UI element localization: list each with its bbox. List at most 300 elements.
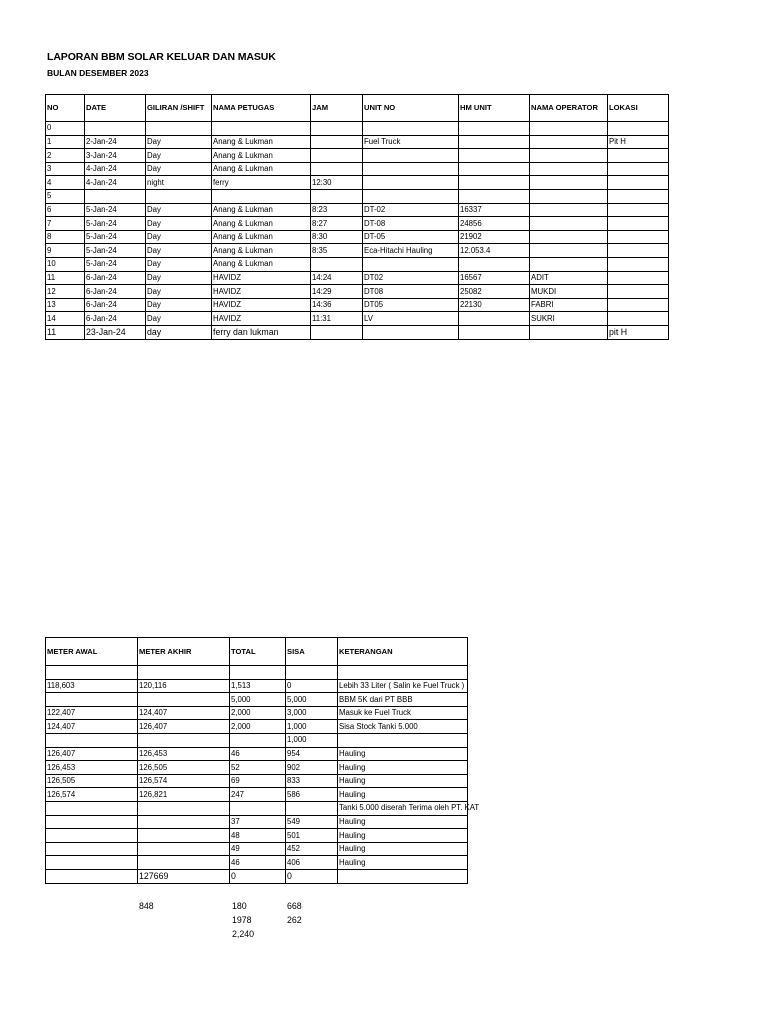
table-cell xyxy=(608,149,669,163)
table-cell xyxy=(311,312,363,326)
cell-text: 3-Jan-24 xyxy=(86,150,117,160)
table-row xyxy=(46,162,669,176)
cell-text: Anang & Lukman xyxy=(213,150,273,160)
cell-text: 4-Jan-24 xyxy=(86,177,117,187)
table-cell xyxy=(363,176,459,190)
table-cell xyxy=(146,135,212,149)
table-row xyxy=(46,679,468,693)
table-cell xyxy=(46,189,85,203)
cell-text: 10 xyxy=(47,259,56,269)
column-header: JAM xyxy=(311,95,363,122)
cell-text: 2-Jan-24 xyxy=(86,136,117,146)
cell-text: 8:30 xyxy=(312,232,328,242)
table-row xyxy=(46,189,669,203)
table-cell xyxy=(146,203,212,217)
cell-text: 501 xyxy=(287,830,301,840)
cell-text: 0 xyxy=(287,680,292,690)
cell-text: 14 xyxy=(47,313,56,323)
table-cell xyxy=(608,271,669,285)
cell-text: 3,000 xyxy=(287,708,307,718)
table-row xyxy=(46,774,468,788)
table-cell xyxy=(212,122,311,136)
table-cell xyxy=(230,720,286,734)
table-cell xyxy=(363,122,459,136)
table-cell xyxy=(46,135,85,149)
table-row xyxy=(46,312,669,326)
table-cell xyxy=(286,733,338,747)
column-header: SISA xyxy=(286,638,338,666)
table-cell xyxy=(146,271,212,285)
table-cell xyxy=(363,162,459,176)
table-cell xyxy=(85,257,146,271)
cell-text: Anang & Lukman xyxy=(213,232,273,242)
table-cell xyxy=(46,679,138,693)
cell-text: 126,574 xyxy=(47,789,76,799)
cell-text: ferry dan lukman xyxy=(213,327,279,337)
table-cell xyxy=(286,693,338,707)
table-row xyxy=(46,842,468,856)
cell-text: Anang & Lukman xyxy=(213,164,273,174)
table-cell xyxy=(230,869,286,883)
cell-text: Sisa Stock Tanki 5.000 xyxy=(339,721,418,731)
table-cell xyxy=(212,217,311,231)
table-cell xyxy=(138,720,230,734)
table-cell xyxy=(459,312,530,326)
table-cell xyxy=(46,788,138,802)
table-row xyxy=(46,257,669,271)
cell-text: 8 xyxy=(47,232,52,242)
table-cell xyxy=(286,774,338,788)
table-cell xyxy=(311,203,363,217)
cell-text: 452 xyxy=(287,844,301,854)
cell-text: 954 xyxy=(287,748,301,758)
cell-text: 5-Jan-24 xyxy=(86,232,117,242)
table-row xyxy=(46,856,468,870)
table-cell xyxy=(363,217,459,231)
cell-text: 126,407 xyxy=(47,748,76,758)
cell-text: Hauling xyxy=(339,844,366,854)
cell-text: Hauling xyxy=(339,816,366,826)
table-cell xyxy=(85,271,146,285)
table-cell xyxy=(608,162,669,176)
table-cell xyxy=(46,285,85,299)
table-cell xyxy=(230,666,286,680)
table-cell xyxy=(230,679,286,693)
table-cell xyxy=(46,271,85,285)
column-header: GILIRAN /SHIFT xyxy=(146,95,212,122)
table-cell xyxy=(138,774,230,788)
cell-text: 2 xyxy=(47,150,52,160)
cell-text: Anang & Lukman xyxy=(213,136,273,146)
table-cell xyxy=(338,788,468,802)
cell-text: DT02 xyxy=(364,272,384,282)
cell-text: Pit H xyxy=(609,136,626,146)
cell-text: 14:24 xyxy=(312,272,332,282)
table-cell xyxy=(311,325,363,339)
table-cell xyxy=(459,325,530,339)
table-cell xyxy=(286,815,338,829)
table-cell xyxy=(311,271,363,285)
table-cell xyxy=(46,298,85,312)
table-row xyxy=(46,720,468,734)
cell-text: 16337 xyxy=(460,204,482,214)
cell-text: SUKRI xyxy=(531,313,555,323)
table-cell xyxy=(46,244,85,258)
table-cell xyxy=(212,176,311,190)
cell-text: Day xyxy=(147,300,161,310)
table-cell xyxy=(138,747,230,761)
cell-text: Day xyxy=(147,286,161,296)
table-cell xyxy=(85,176,146,190)
table-cell xyxy=(230,693,286,707)
cell-text: 833 xyxy=(287,776,301,786)
table-row xyxy=(46,693,468,707)
table-cell xyxy=(146,162,212,176)
table-cell xyxy=(311,285,363,299)
cell-text: 6-Jan-24 xyxy=(86,272,117,282)
column-header: UNIT NO xyxy=(363,95,459,122)
table-cell xyxy=(363,135,459,149)
cell-text: Hauling xyxy=(339,776,366,786)
table-cell xyxy=(212,298,311,312)
cell-text: 5-Jan-24 xyxy=(86,218,117,228)
table-cell xyxy=(46,733,138,747)
table-cell xyxy=(230,801,286,815)
table-cell xyxy=(138,856,230,870)
table-cell xyxy=(146,176,212,190)
cell-text: 23-Jan-24 xyxy=(86,327,126,337)
table-cell xyxy=(608,244,669,258)
cell-text: Day xyxy=(147,272,161,282)
table-cell xyxy=(85,325,146,339)
table-cell xyxy=(286,829,338,843)
cell-text: LV xyxy=(364,313,373,323)
cell-text: 12.053.4 xyxy=(460,245,491,255)
table-cell xyxy=(530,135,608,149)
table-cell xyxy=(363,149,459,163)
table-cell xyxy=(138,733,230,747)
cell-text: DT-02 xyxy=(364,204,386,214)
table-cell xyxy=(530,257,608,271)
table-cell xyxy=(530,298,608,312)
table-cell xyxy=(212,325,311,339)
summary-total-3: 2,240 xyxy=(232,929,255,939)
table-row xyxy=(46,869,468,883)
column-header: TOTAL xyxy=(230,638,286,666)
cell-text: 1,513 xyxy=(231,680,251,690)
table-cell xyxy=(138,788,230,802)
table-cell xyxy=(608,257,669,271)
cell-text: MUKDI xyxy=(531,286,557,296)
table-cell xyxy=(530,162,608,176)
cell-text: 5,000 xyxy=(287,694,307,704)
table-cell xyxy=(311,149,363,163)
table-cell xyxy=(530,189,608,203)
table-cell xyxy=(146,244,212,258)
table-cell xyxy=(608,325,669,339)
table-cell xyxy=(338,747,468,761)
table-cell xyxy=(46,122,85,136)
cell-text: 127669 xyxy=(139,871,169,881)
table-cell xyxy=(459,298,530,312)
cell-text: Tanki 5.000 diserah Terima oleh PT. KAT xyxy=(339,803,480,813)
table-cell xyxy=(338,815,468,829)
table-cell xyxy=(212,162,311,176)
column-header: DATE xyxy=(85,95,146,122)
table-cell xyxy=(338,733,468,747)
table-cell xyxy=(146,189,212,203)
table-cell xyxy=(138,869,230,883)
table-cell xyxy=(212,257,311,271)
cell-text: 49 xyxy=(231,844,240,854)
table-cell xyxy=(138,666,230,680)
cell-text: Day xyxy=(147,232,161,242)
cell-text: Fuel Truck xyxy=(364,136,401,146)
cell-text: Hauling xyxy=(339,748,366,758)
cell-text: 11:31 xyxy=(312,313,331,323)
table-row xyxy=(46,298,669,312)
table-row xyxy=(46,666,468,680)
table-cell xyxy=(212,203,311,217)
cell-text: 69 xyxy=(231,776,240,786)
table-cell xyxy=(311,189,363,203)
table-cell xyxy=(459,203,530,217)
cell-text: 1,000 xyxy=(287,721,307,731)
table-row xyxy=(46,176,669,190)
cell-text: Anang & Lukman xyxy=(213,218,273,228)
table-cell xyxy=(338,856,468,870)
cell-text: 5-Jan-24 xyxy=(86,259,117,269)
column-header: NAMA OPERATOR xyxy=(530,95,608,122)
cell-text: 122,407 xyxy=(47,708,76,718)
table-row xyxy=(46,325,669,339)
column-header: LOKASI xyxy=(608,95,669,122)
summary-total-1: 180 xyxy=(232,901,247,911)
cell-text: 126,505 xyxy=(139,762,168,772)
cell-text: 0 xyxy=(47,123,52,133)
summary-meter-diff: 848 xyxy=(139,901,154,911)
cell-text: Anang & Lukman xyxy=(213,259,273,269)
table-cell xyxy=(311,122,363,136)
table-cell xyxy=(85,162,146,176)
cell-text: Day xyxy=(147,245,161,255)
table-cell xyxy=(338,869,468,883)
table-cell xyxy=(212,230,311,244)
cell-text: HAVIDZ xyxy=(213,272,242,282)
cell-text: 126,407 xyxy=(139,721,168,731)
table-cell xyxy=(46,162,85,176)
cell-text: 6 xyxy=(47,204,52,214)
table-cell xyxy=(286,856,338,870)
summary-total-2: 1978 xyxy=(232,915,252,925)
cell-text: 1,000 xyxy=(287,735,307,745)
cell-text: 11 xyxy=(47,327,57,337)
cell-text: day xyxy=(147,327,162,337)
cell-text: 6-Jan-24 xyxy=(86,286,117,296)
table-row xyxy=(46,285,669,299)
table-cell xyxy=(212,189,311,203)
table-cell xyxy=(459,217,530,231)
meter-header-row xyxy=(46,638,468,666)
cell-text: Day xyxy=(147,218,161,228)
cell-text: Day xyxy=(147,150,161,160)
table-cell xyxy=(530,285,608,299)
table-cell xyxy=(146,230,212,244)
table-cell xyxy=(85,189,146,203)
table-cell xyxy=(530,149,608,163)
table-cell xyxy=(46,720,138,734)
table-cell xyxy=(46,176,85,190)
cell-text: Eca-Hitachi Hauling xyxy=(364,245,433,255)
table-cell xyxy=(286,869,338,883)
table-cell xyxy=(138,679,230,693)
table-cell xyxy=(286,842,338,856)
table-cell xyxy=(530,325,608,339)
table-cell xyxy=(286,706,338,720)
table-cell xyxy=(459,149,530,163)
cell-text: 902 xyxy=(287,762,301,772)
cell-text: 5-Jan-24 xyxy=(86,245,117,255)
cell-text: Day xyxy=(147,164,161,174)
table-cell xyxy=(46,761,138,775)
table-cell xyxy=(608,312,669,326)
table-cell xyxy=(459,285,530,299)
table-cell xyxy=(608,230,669,244)
table-cell xyxy=(459,135,530,149)
cell-text: 14:29 xyxy=(312,286,332,296)
cell-text: 5 xyxy=(47,191,52,201)
table-cell xyxy=(230,829,286,843)
report-subtitle: BULAN DESEMBER 2023 xyxy=(47,68,149,78)
table-cell xyxy=(146,217,212,231)
table-cell xyxy=(363,312,459,326)
table-cell xyxy=(286,666,338,680)
table-cell xyxy=(311,135,363,149)
table-cell xyxy=(138,706,230,720)
cell-text: 247 xyxy=(231,789,245,799)
table-cell xyxy=(338,761,468,775)
table-cell xyxy=(338,666,468,680)
cell-text: 3 xyxy=(47,164,52,174)
table-cell xyxy=(311,162,363,176)
cell-text: Hauling xyxy=(339,830,366,840)
table-cell xyxy=(146,257,212,271)
table-cell xyxy=(338,693,468,707)
table-cell xyxy=(608,203,669,217)
report-title: LAPORAN BBM SOLAR KELUAR DAN MASUK xyxy=(47,51,276,63)
table-cell xyxy=(530,244,608,258)
cell-text: FABRI xyxy=(531,300,554,310)
cell-text: Day xyxy=(147,259,161,269)
table-row xyxy=(46,217,669,231)
table-cell xyxy=(459,122,530,136)
table-cell xyxy=(212,312,311,326)
table-cell xyxy=(530,203,608,217)
table-cell xyxy=(363,244,459,258)
table-row xyxy=(46,122,669,136)
cell-text: 11 xyxy=(47,272,56,282)
table-cell xyxy=(608,217,669,231)
table-cell xyxy=(146,298,212,312)
cell-text: BBM 5K dari PT BBB xyxy=(339,694,413,704)
table-cell xyxy=(311,257,363,271)
column-header: KETERANGAN xyxy=(338,638,468,666)
cell-text: 5-Jan-24 xyxy=(86,204,117,214)
cell-text: 12:30 xyxy=(312,177,332,187)
cell-text: 126,574 xyxy=(139,776,168,786)
table-cell xyxy=(85,122,146,136)
cell-text: 48 xyxy=(231,830,240,840)
table-cell xyxy=(338,842,468,856)
table-cell xyxy=(608,189,669,203)
table-cell xyxy=(311,176,363,190)
cell-text: DT-08 xyxy=(364,218,386,228)
table-cell xyxy=(85,244,146,258)
cell-text: ferry xyxy=(213,177,229,187)
cell-text: 8:23 xyxy=(312,204,328,214)
cell-text: 21902 xyxy=(460,232,482,242)
table-row xyxy=(46,815,468,829)
fuel-log-table xyxy=(45,94,669,340)
cell-text: 37 xyxy=(231,816,240,826)
cell-text: 406 xyxy=(287,857,301,867)
cell-text: 52 xyxy=(231,762,240,772)
meter-table xyxy=(45,637,480,884)
cell-text: Lebih 33 Liter ( Salin ke Fuel Truck ) xyxy=(339,680,465,690)
table-cell xyxy=(230,706,286,720)
table-row xyxy=(46,135,669,149)
cell-text: 7 xyxy=(47,218,52,228)
table-row xyxy=(46,829,468,843)
column-header: HM UNIT xyxy=(459,95,530,122)
table-cell xyxy=(46,869,138,883)
cell-text: Day xyxy=(147,204,161,214)
table-row xyxy=(46,788,468,802)
table-cell xyxy=(46,747,138,761)
column-header: NAMA PETUGAS xyxy=(212,95,311,122)
table-cell xyxy=(363,271,459,285)
table-cell xyxy=(338,774,468,788)
table-cell xyxy=(85,135,146,149)
table-cell xyxy=(230,774,286,788)
table-cell xyxy=(530,122,608,136)
cell-text: Hauling xyxy=(339,762,366,772)
table-cell xyxy=(138,842,230,856)
table-cell xyxy=(459,176,530,190)
cell-text: 118,603 xyxy=(47,680,75,690)
cell-text: 126,821 xyxy=(139,789,168,799)
table-row xyxy=(46,244,669,258)
column-header: METER AKHIR xyxy=(138,638,230,666)
table-cell xyxy=(530,217,608,231)
cell-text: 25082 xyxy=(460,286,482,296)
table-cell xyxy=(212,244,311,258)
table-row xyxy=(46,801,468,815)
table-cell xyxy=(46,217,85,231)
table-cell xyxy=(138,815,230,829)
table-cell xyxy=(85,149,146,163)
table-row xyxy=(46,747,468,761)
table-cell xyxy=(146,325,212,339)
cell-text: Anang & Lukman xyxy=(213,245,273,255)
cell-text: 6-Jan-24 xyxy=(86,300,117,310)
table-cell xyxy=(459,162,530,176)
fuel-log-header-row xyxy=(46,95,669,122)
cell-text: 12 xyxy=(47,286,56,296)
table-cell xyxy=(138,693,230,707)
cell-text: 16567 xyxy=(460,272,482,282)
cell-text: 22130 xyxy=(460,300,482,310)
